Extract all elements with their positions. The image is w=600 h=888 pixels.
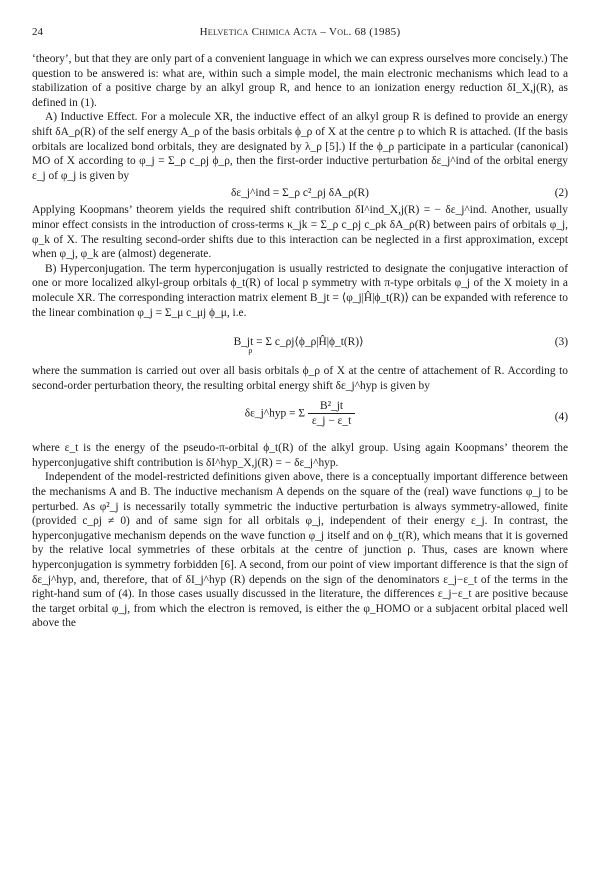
equation-number: (3): [554, 336, 568, 349]
fraction-numerator: B²_jt: [308, 399, 355, 414]
paragraph: where the summation is carried out over all basis orbitals ϕ_ρ of X at the centre of attachement of R. According to second-order perturbation theory, the resulting orbital energy shift δε_j^hyp is given by: [32, 365, 568, 392]
paragraph-inductive-effect: A) Inductive Effect. For a molecule XR, the inductive effect of an alkyl group R is defined to provide an energy shift δA_ρ(R) of the self energy A_ρ of the basis orbitals ϕ_ρ of X at the centre ρ to which R is attached. (If the basis orbitals are localized bond orbitals, they are designated by λ_ρ [5].) If the ϕ_ρ participate in a particular (canonical) MO of X according to φ_j = Σ_ρ c_ρj ϕ_ρ, then the first-order inductive perturbation δε_j^ind of the orbital energy ε_j of φ_j is given by: [32, 111, 568, 182]
equation-number: (4): [554, 411, 568, 424]
paragraph: ‘theory’, but that they are only part of a convenient language in which we can express ourselves more concisely.) The question to be answered is: what are, within such a simple model, the main electronic mechanisms which lead to a stabilization of a positive charge by an alkyl group R, and hence to an ionization energy reduction δI_X,j(R), as defined in (1).: [32, 53, 568, 109]
paragraph: Independent of the model-restricted definitions given above, there is a conceptually important difference between the mechanisms A and B. The inductive mechanism A depends on the square of the (real) wave functions φ_j to be perturbed. As φ²_j is necessarily totally symmetric the inductive perturbation is always symmetry-allowed, finite (provided c_ρj ≠ 0) and of same sign for all orbitals φ_j, independent of their energy ε_j. In contrast, the hyperconjugative mechanism depends on the wave function φ_j itself and on ϕ_t(R), which means that it is governed by the relative local symmetries of these orbitals at the centre of junction ρ. Thus, cases are known where hyperconjugation is symmetry forbidden [6]. A second, from our point of view important difference is that the sign of δε_j^hyp, and, therefore, that of δI_j^hyp (R) depends on the sign of the denominators ε_j−ε_t of the terms in the right-hand sum of (4). In those cases usually discussed in the literature, the differences ε_j−ε_t are positive because the target orbital φ_j, from which the electron is removed, is either the φ_HOMO or a subjacent orbital placed well above the: [32, 471, 568, 630]
equation-body: δε_j^ind = Σ_ρ c²_ρj δA_ρ(R): [231, 187, 369, 200]
article-body: [32, 52, 568, 631]
page-number: 24: [32, 26, 43, 38]
fraction-denominator: ε_j − ε_t: [311, 415, 352, 428]
equation-body: B_jt = Σ c_ρj⟨ϕ_ρ|Ĥ|ϕ_t(R)⟩: [233, 336, 364, 349]
equation-number: (2): [554, 187, 568, 200]
page-header: [32, 26, 568, 44]
equation-2: [32, 185, 568, 201]
fraction: [308, 399, 355, 428]
paragraph: Applying Koopmans’ theorem yields the required shift contribution δI^ind_X,j(R) = − δε_j^ind. Another, usually minor effect consists in the introduction of cross-terms κ_jk = Σ_ρ c_ρj c_ρk δA_ρ(R) between pairs of orbitals φ_j, φ_k of X. The resulting second-order shifts due to this interaction can be neglected in a first approximation, except when φ_j, φ_k are (almost) degenerate.: [32, 204, 568, 261]
paragraph-hyperconjugation: B) Hyperconjugation. The term hyperconjugation is usually restricted to designate the conjugative interaction of one or more localized alkyl-group orbitals ϕ_t(R) of local p symmetry with π-type orbitals φ_j of the X moiety in a molecule XR. The corresponding interaction matrix element B_jt = ⟨φ_j|Ĥ|ϕ_t(R)⟩ can be expanded with reference to the linear combination φ_j = Σ_μ c_μj ϕ_μ, i.e.: [32, 262, 568, 319]
paragraph: where ε_t is the energy of the pseudo-π-orbital ϕ_t(R) of the alkyl group. Using again Koopmans’ theorem the hyperconjugative shift contribution is δI^hyp_X,j(R) = − δε_j^hyp.: [32, 442, 568, 469]
equation-4: [32, 395, 568, 439]
equation-3: B_jt = Σ c_ρj⟨ϕ_ρ|Ĥ|ϕ_t(R)⟩ ρ (3): [32, 322, 568, 362]
journal-running-title: Helvetica Chimica Acta – Vol. 68 (1985): [199, 26, 401, 38]
equation-lhs: δε_j^hyp = Σ: [244, 407, 305, 420]
